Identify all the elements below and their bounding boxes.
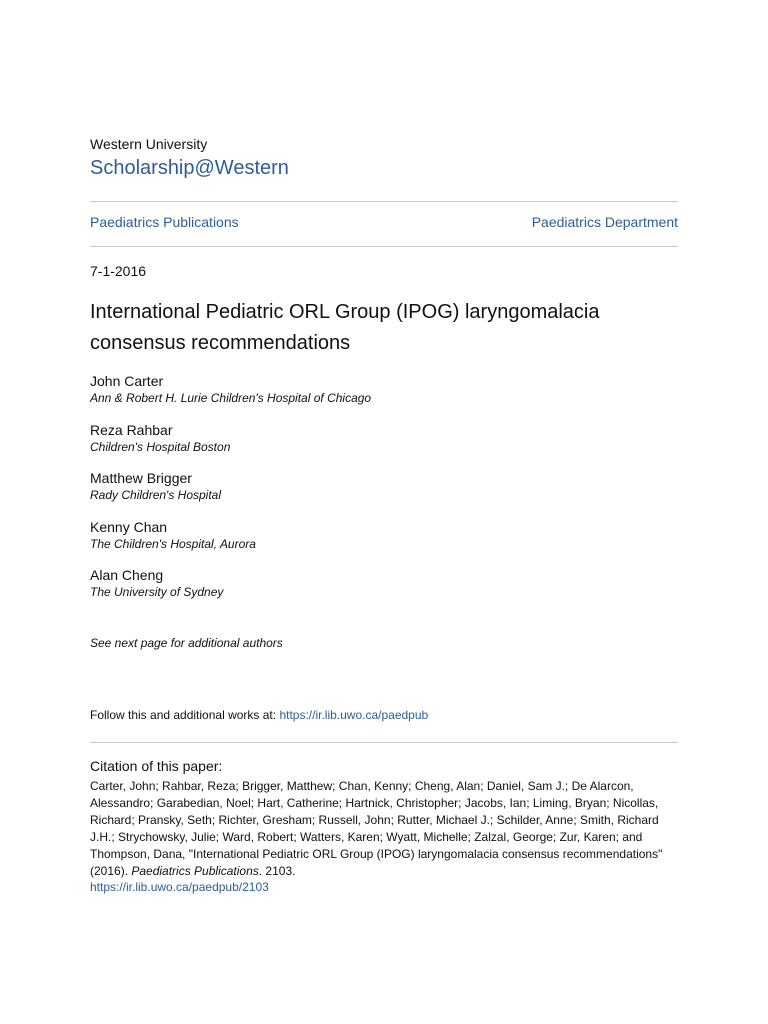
- author-affiliation: The University of Sydney: [90, 585, 224, 599]
- author-affiliation: The Children's Hospital, Aurora: [90, 536, 256, 551]
- collection-link[interactable]: Paediatrics Publications: [90, 214, 239, 230]
- author-entry: [90, 469, 678, 518]
- citation-heading: Citation of this paper:: [90, 758, 223, 774]
- author-name: Reza Rahbar: [90, 421, 173, 438]
- follow-text: Follow this and additional works at:: [90, 708, 280, 722]
- paper-title: International Pediatric ORL Group (IPOG) laryngomalacia consensus recommendations: [90, 301, 600, 354]
- department-link[interactable]: Paediatrics Department: [531, 214, 678, 230]
- divider: [90, 742, 678, 743]
- author-entry: [90, 566, 678, 615]
- author-entry: [90, 372, 678, 421]
- author-entry: [90, 421, 678, 470]
- author-name: John Carter: [90, 373, 164, 389]
- author-name: Alan Cheng: [90, 567, 164, 583]
- citation-journal: Paediatrics Publications: [131, 864, 259, 878]
- author-name: Matthew Brigger: [90, 470, 192, 486]
- divider: [90, 246, 678, 247]
- divider: [90, 201, 678, 202]
- paper-url-link[interactable]: https://ir.lib.uwo.ca/paedpub/2103: [90, 880, 269, 894]
- additional-authors-note: See next page for additional authors: [90, 636, 283, 650]
- institution-name: Western University: [90, 136, 208, 152]
- author-name: Kenny Chan: [90, 518, 168, 535]
- author-affiliation: Ann & Robert H. Lurie Children's Hospital of Chicago: [90, 391, 372, 405]
- author-affiliation: Children's Hospital Boston: [90, 439, 231, 454]
- follow-line: [90, 708, 428, 722]
- citation-main: Carter, John; Rahbar, Reza; Brigger, Matthew; Chan, Kenny; Cheng, Alan; Daniel, Sam J.; De Alarcon, Alessandro; Garabedian, Noel; Hart, Catherine; Hartnick, Christopher; Jacobs, Ian; Liming, Bryan; Nicollas, Richard; Pransky, Seth; Richter, Gresham; Russell, John; Rutter, Michael J.; Schilder, Anne; Smith, Richard J.H.; Strychowsky, Julie; Ward, Robert; Watters, Karen; Wyatt, Michelle; Zalzal, George; Zur, Karen; and Thompson, Dana, "International Pediatric ORL Group (IPOG) laryngomalacia consensus recommendations" (2016).: [90, 779, 663, 878]
- publication-date: 7-1-2016: [90, 263, 147, 279]
- citation-number: . 2103.: [258, 864, 296, 878]
- repository-link[interactable]: Scholarship@Western: [90, 157, 289, 179]
- author-list: [90, 372, 678, 615]
- citation-text: [90, 778, 678, 880]
- author-affiliation: Rady Children's Hospital: [90, 488, 222, 502]
- collection-url-link[interactable]: https://ir.lib.uwo.ca/paedpub: [279, 708, 429, 722]
- author-entry: [90, 518, 678, 567]
